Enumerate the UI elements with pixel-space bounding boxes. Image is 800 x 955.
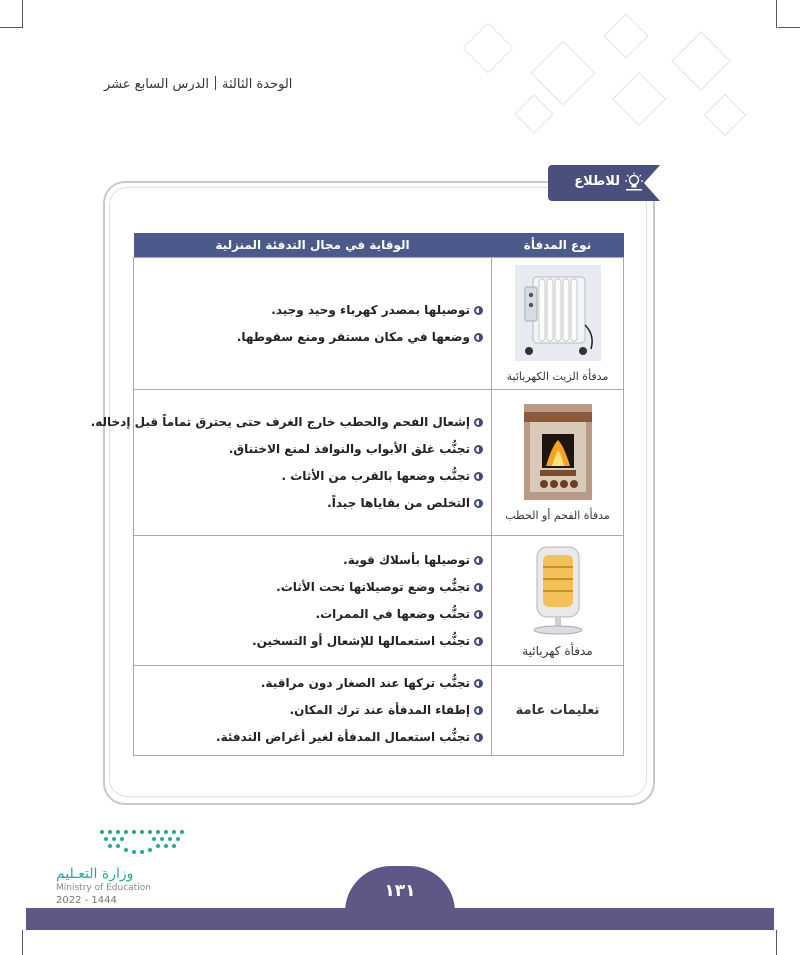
ministry-name-arabic: وزارة التعـليم <box>56 866 134 882</box>
table-row <box>134 536 624 666</box>
tip-item <box>134 436 483 463</box>
ministry-logo-icon <box>56 826 196 866</box>
crop-mark <box>0 27 22 28</box>
bullet-icon <box>474 679 483 688</box>
heater-type-cell <box>492 666 624 756</box>
heater-type-label: مدفأة كهربائية <box>522 644 593 658</box>
breadcrumb <box>104 76 292 92</box>
decor-diamond <box>612 72 666 126</box>
bullet-icon <box>474 610 483 619</box>
tip-text: وضعها في مكان مستقر ومنع سقوطها. <box>236 329 470 344</box>
tip-item <box>134 297 483 324</box>
tip-item <box>134 697 483 724</box>
bullet-icon <box>474 306 483 315</box>
decor-diamond <box>530 40 595 105</box>
tip-item <box>134 574 483 601</box>
ministry-name-english: Ministry of Education <box>56 883 151 893</box>
fireplace-image <box>524 404 592 500</box>
bullet-icon <box>474 733 483 742</box>
crop-mark <box>778 27 800 28</box>
decor-diamond <box>671 31 730 90</box>
heater-safety-table <box>90 233 624 756</box>
tip-text: إطفاء المدفأة عند ترك المكان. <box>289 703 470 717</box>
bullet-icon <box>474 418 483 427</box>
tip-text: تجنُّب وضع توصيلاتها تحت الأثاث. <box>276 579 470 594</box>
prevention-cell <box>134 536 492 666</box>
crop-mark <box>776 0 777 28</box>
heater-type-label: مدفأة الزيت الكهربائية <box>506 369 609 383</box>
tip-item <box>134 724 483 751</box>
bullet-icon <box>474 706 483 715</box>
page-number: ١٣١ <box>345 866 455 912</box>
tip-text: توصيلها بمصدر كهرباء وحيد وجيد. <box>271 302 470 317</box>
bullet-icon <box>474 445 483 454</box>
electric-heater-image <box>527 543 589 635</box>
heater-type-label: تعليمات عامة <box>515 703 600 718</box>
decor-diamond <box>603 13 648 58</box>
bullet-icon <box>474 333 483 342</box>
crop-mark <box>22 930 23 955</box>
tip-text: تجنُّب وضعها في الممرات. <box>315 606 470 621</box>
prevention-cell <box>134 666 492 756</box>
tip-item <box>134 628 483 655</box>
tip-text: تجنُّب استعمال المدفأة لغير أغراض التدفئة. <box>216 730 470 744</box>
tip-text: توصيلها بأسلاك قوية. <box>343 552 470 567</box>
prevention-cell <box>90 390 492 536</box>
tip-text: تجنُّب غلق الأبواب والنوافذ لمنع الاختناق. <box>228 441 470 456</box>
tip-item <box>134 324 483 351</box>
heater-type-label: مدفأة الفحم أو الحطب <box>505 508 610 522</box>
tip-text: تجنُّب تركها عند الصغار دون مراقبة. <box>260 676 470 690</box>
bullet-icon <box>474 583 483 592</box>
table-row <box>134 666 624 756</box>
bullet-icon <box>474 556 483 565</box>
tip-item <box>90 409 483 436</box>
tip-text: إشعال الفحم والحطب خارج الغرف حتى يحترق تماماً قبل إدخاله. <box>90 414 470 429</box>
table-row <box>134 258 624 390</box>
tip-text: تجنُّب استعمالها للإشعال أو التسخين. <box>252 633 470 648</box>
heater-type-cell <box>492 390 624 536</box>
crop-mark <box>776 930 777 955</box>
info-box-label: للاطلاع <box>574 174 620 189</box>
tip-item <box>134 463 483 490</box>
decor-diamond <box>463 23 514 74</box>
tip-item <box>134 547 483 574</box>
tip-text: تجنُّب وضعها بالقرب من الأثاث . <box>281 468 470 483</box>
header-prevention: الوقاية في مجال التدفئة المنزلية <box>134 233 492 258</box>
unit-title: الوحدة الثالثة <box>222 77 293 92</box>
heater-type-cell <box>492 536 624 666</box>
crop-mark <box>22 0 23 28</box>
bullet-icon <box>474 472 483 481</box>
oil-heater-image <box>515 265 601 361</box>
lesson-title: الدرس السابع عشر <box>104 77 210 92</box>
tip-item <box>134 490 483 517</box>
tip-text: التخلص من بقاياها جيداً. <box>327 495 470 510</box>
bullet-icon <box>474 499 483 508</box>
table-header-row <box>134 233 624 258</box>
breadcrumb-divider <box>215 76 216 90</box>
edition-year: 2022 - 1444 <box>56 895 117 906</box>
table-row <box>134 390 624 536</box>
decor-diamond <box>514 94 554 134</box>
info-box-tag-notch <box>644 165 660 201</box>
bullet-icon <box>474 637 483 646</box>
tip-item <box>134 601 483 628</box>
heater-type-cell <box>492 258 624 390</box>
decor-diamond <box>704 94 746 136</box>
tip-item <box>134 670 483 697</box>
lightbulb-icon <box>624 172 644 192</box>
header-heater-type: نوع المدفأة <box>492 233 624 258</box>
prevention-cell <box>134 258 492 390</box>
